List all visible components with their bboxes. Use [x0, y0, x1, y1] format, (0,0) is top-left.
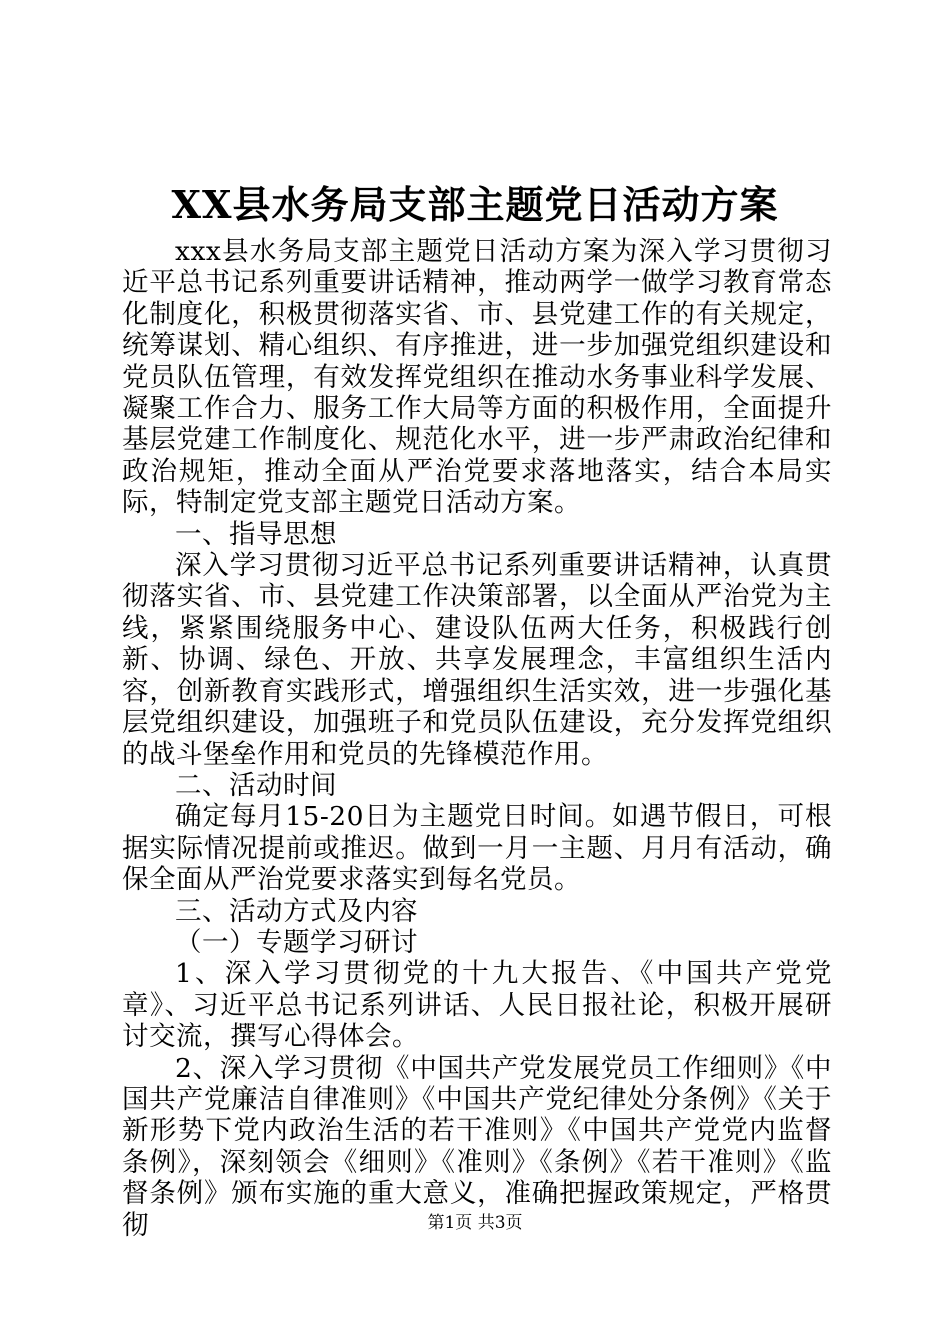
section-heading-activity-time: 二、活动时间 [175, 769, 337, 801]
intro-paragraph: xxx县水务局支部主题党日活动方案为深入学习贯彻习近平总书记系列重要讲话精神，推动两学一做学习教育常态化制度化，积极贯彻落实省、市、县党建工作的有关规定，统筹谋划、精心组织、有序推进，进一步加强党组织建设和党员队伍管理，有效发挥党组织在推动水务事业科学发展、凝聚工作合力、服务工作大局等方面的积极作用，全面提升基层党建工作制度化、规范化水平，进一步严肃政治纪律和政治规矩，推动全面从严治党要求落地落实，结合本局实际，特制定党支部主题党日活动方案。 [122, 236, 832, 519]
document-body [122, 236, 832, 1241]
section-heading-guiding-ideology: 一、指导思想 [175, 518, 337, 550]
document-title: XX县水务局支部主题党日活动方案 [171, 182, 779, 227]
study-item-2: 2、深入学习贯彻《中国共产党发展党员工作细则》《中国共产党廉洁自律准则》《中国共产党纪律处分条例》《关于新形势下党内政治生活的若干准则》《中国共产党党内监督条例》，深刻领会《细则》《准则》《条例》《若干准则》《监督条例》颁布实施的重大意义，准确把握政策规定，严格贯彻 [122, 1052, 832, 1241]
activity-time-paragraph: 确定每月15-20日为主题党日时间。如遇节假日，可根据实际情况提前或推迟。做到一月一主题、月月有活动，确保全面从严治党要求落实到每名党员。 [122, 801, 832, 896]
subsection-heading-study: （一）专题学习研讨 [175, 926, 418, 958]
guiding-ideology-paragraph: 深入学习贯彻习近平总书记系列重要讲话精神，认真贯彻落实省、市、县党建工作决策部署，以全面从严治党为主线，紧紧围绕服务中心、建设队伍两大任务，积极践行创新、协调、绿色、开放、共享发展理念，丰富组织生活内容，创新教育实践形式，增强组织生活实效，进一步强化基层党组织建设，加强班子和党员队伍建设，充分发挥党组织的战斗堡垒作用和党员的先锋模范作用。 [122, 550, 832, 770]
page-footer: 第1页 共3页 [427, 1213, 523, 1233]
study-item-1: 1、深入学习贯彻党的十九大报告、《中国共产党党章》、习近平总书记系列讲话、人民日报社论，积极开展研讨交流，撰写心得体会。 [122, 958, 832, 1053]
section-heading-activity-content: 三、活动方式及内容 [175, 895, 418, 927]
